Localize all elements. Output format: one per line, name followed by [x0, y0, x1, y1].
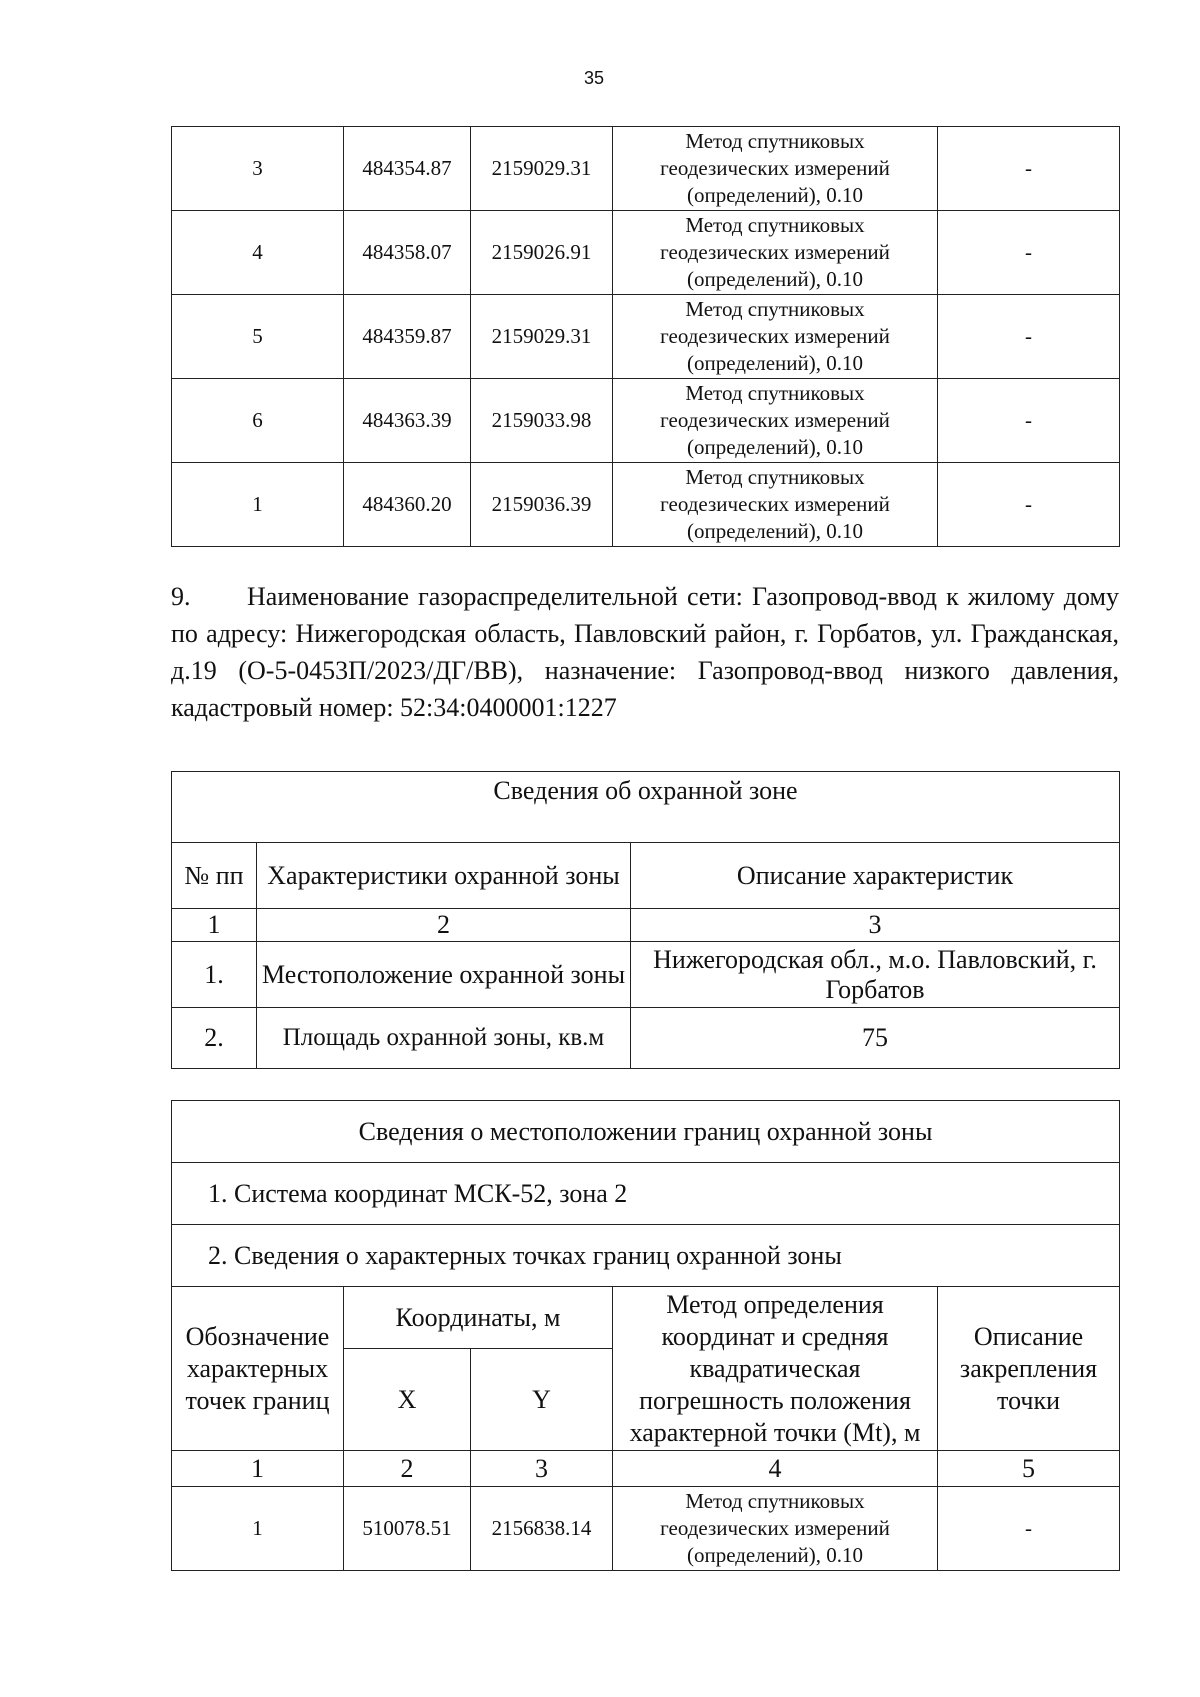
header-coordinates: Координаты, м — [344, 1287, 613, 1349]
table-row — [172, 942, 1120, 1008]
coord-y: 2156838.14 — [471, 1487, 613, 1571]
characteristic-value: 75 — [631, 1008, 1120, 1069]
coord-x: 484354.87 — [344, 127, 471, 211]
section-text: Наименование газораспределительной сети: Газопровод-ввод к жилому дому по адресу: Нижегородская область, Павловский район, г. Горбатов, ул. Гражданская, д.19 (О-5-0453П/2023/ДГ/ВВ), назначение: Газопровод-ввод низкого давления, кадастровый номер: 52:34:0400001:1227 — [171, 582, 1119, 722]
fixation-desc: - — [938, 1487, 1120, 1571]
table-title: Сведения о местоположении границ охранной зоны — [172, 1101, 1120, 1163]
characteristic-name: Местоположение охранной зоны — [257, 942, 631, 1008]
header-designation: Обозначение характерных точек границ — [172, 1287, 344, 1451]
table-row — [172, 463, 1120, 547]
point-id: 1 — [172, 1487, 344, 1571]
table-row — [172, 1008, 1120, 1069]
header-method: Метод определения координат и средняя квадратическая погрешность положения характерной точки (Mt), м — [613, 1287, 938, 1451]
header-cell: Описание характеристик — [631, 843, 1120, 909]
coord-y: 2159029.31 — [471, 127, 613, 211]
method-cell: Метод спутниковых геодезических измерений (определений), 0.10 — [613, 127, 938, 211]
table-row — [172, 211, 1120, 295]
index-cell: 2 — [344, 1451, 471, 1487]
point-id: 4 — [172, 211, 344, 295]
point-id: 3 — [172, 127, 344, 211]
index-cell: 3 — [631, 909, 1120, 942]
coord-x: 484363.39 — [344, 379, 471, 463]
row-number: 2. — [172, 1008, 257, 1069]
coord-x: 484359.87 — [344, 295, 471, 379]
table-row — [172, 1487, 1120, 1571]
protection-zone-info-table — [171, 771, 1120, 1069]
coordinate-system: 1. Система координат МСК-52, зона 2 — [172, 1163, 1120, 1225]
table-row — [172, 295, 1120, 379]
point-id: 6 — [172, 379, 344, 463]
fixation-desc: - — [938, 463, 1120, 547]
method-cell: Метод спутниковых геодезических измерений (определений), 0.10 — [613, 211, 938, 295]
section-number: 9. — [171, 582, 191, 611]
coord-x: 510078.51 — [344, 1487, 471, 1571]
method-cell: Метод спутниковых геодезических измерений (определений), 0.10 — [613, 379, 938, 463]
point-id: 1 — [172, 463, 344, 547]
table-row — [172, 379, 1120, 463]
index-cell: 1 — [172, 1451, 344, 1487]
points-subtitle: 2. Сведения о характерных точках границ охранной зоны — [172, 1225, 1120, 1287]
header-cell: № пп — [172, 843, 257, 909]
zone-boundaries-table — [171, 1100, 1120, 1571]
index-cell: 4 — [613, 1451, 938, 1487]
header-cell: Характеристики охранной зоны — [257, 843, 631, 909]
fixation-desc: - — [938, 127, 1120, 211]
coordinates-table-continued — [171, 126, 1120, 547]
header-x: X — [344, 1349, 471, 1451]
characteristic-name: Площадь охранной зоны, кв.м — [257, 1008, 631, 1069]
coord-x: 484358.07 — [344, 211, 471, 295]
fixation-desc: - — [938, 379, 1120, 463]
coord-y: 2159029.31 — [471, 295, 613, 379]
index-cell: 3 — [471, 1451, 613, 1487]
table-title: Сведения об охранной зоне — [172, 772, 1120, 843]
header-y: Y — [471, 1349, 613, 1451]
index-cell: 5 — [938, 1451, 1120, 1487]
header-fixation: Описание закрепления точки — [938, 1287, 1120, 1451]
characteristic-value: Нижегородская обл., м.о. Павловский, г. Горбатов — [631, 942, 1120, 1008]
fixation-desc: - — [938, 211, 1120, 295]
section-paragraph — [171, 578, 1119, 726]
page-number: 35 — [583, 68, 605, 88]
table-row — [172, 127, 1120, 211]
coord-y: 2159033.98 — [471, 379, 613, 463]
coord-x: 484360.20 — [344, 463, 471, 547]
index-cell: 1 — [172, 909, 257, 942]
point-id: 5 — [172, 295, 344, 379]
row-number: 1. — [172, 942, 257, 1008]
coord-y: 2159036.39 — [471, 463, 613, 547]
coord-y: 2159026.91 — [471, 211, 613, 295]
method-cell: Метод спутниковых геодезических измерений (определений), 0.10 — [613, 295, 938, 379]
method-cell: Метод спутниковых геодезических измерений (определений), 0.10 — [613, 463, 938, 547]
method-cell: Метод спутниковых геодезических измерений (определений), 0.10 — [613, 1487, 938, 1571]
fixation-desc: - — [938, 295, 1120, 379]
index-cell: 2 — [257, 909, 631, 942]
